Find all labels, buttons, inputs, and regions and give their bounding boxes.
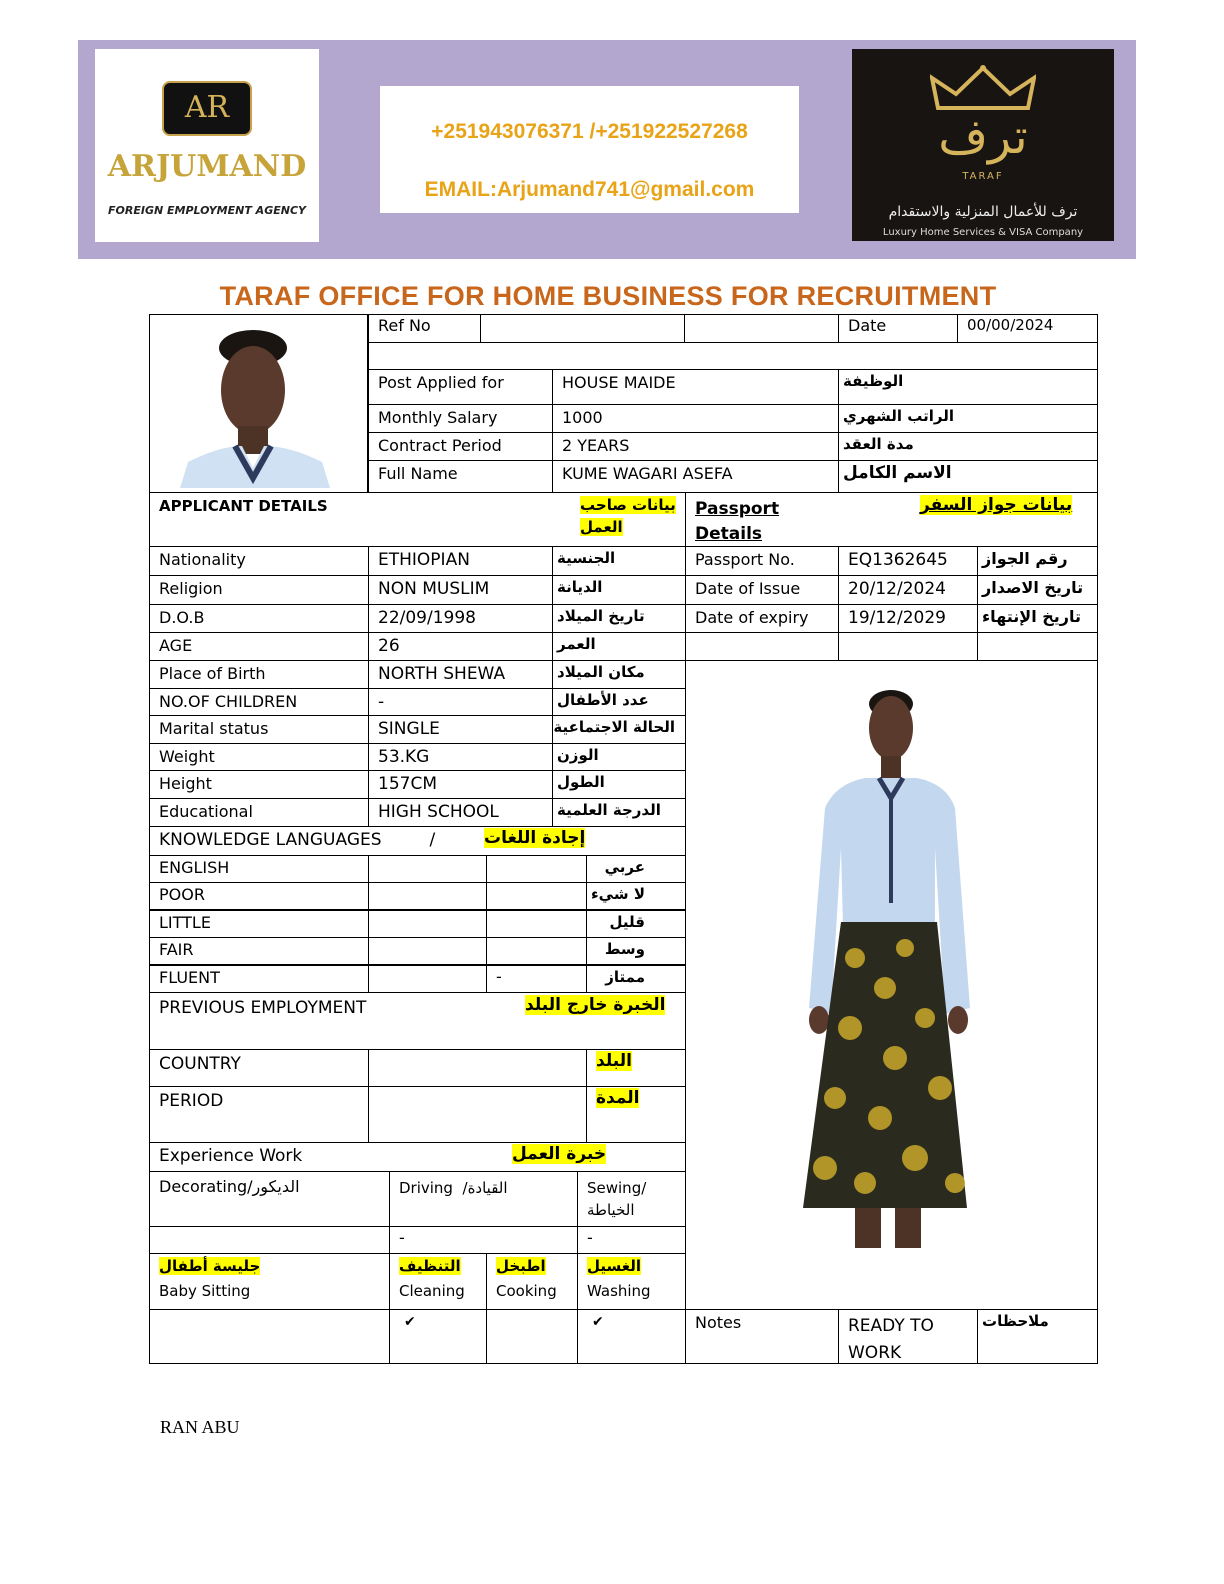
applicant-row-value: -	[368, 688, 553, 716]
applicant-row-arabic: الدرجة العلمية	[552, 798, 686, 827]
language-row-english	[368, 910, 487, 938]
passport-row-label: Date of expiry	[685, 604, 839, 633]
notes-arabic: ملاحظات	[977, 1309, 1098, 1364]
language-row-label: LITTLE	[149, 910, 369, 938]
language-row-arabic-level	[486, 882, 587, 910]
applicant-row-value: 22/09/1998	[368, 604, 553, 633]
passport-heading-arabic: بيانات جواز السفر	[920, 495, 1073, 515]
contract-arabic: مدة العقد	[838, 432, 1098, 461]
salary-value: 1000	[552, 404, 839, 433]
date-label: Date	[838, 314, 958, 343]
post-label: Post Applied for	[368, 369, 553, 405]
contract-label: Contract Period	[368, 432, 553, 461]
language-row-english	[368, 965, 487, 993]
period-label: PERIOD	[149, 1086, 369, 1143]
passport-empty-3	[977, 632, 1098, 661]
applicant-row-value: NON MUSLIM	[368, 575, 553, 605]
taraf-arabic-name: ترف للأعمال المنزلية والاستقدام	[888, 204, 1078, 220]
applicant-row-value: 26	[368, 632, 553, 661]
language-row-english	[368, 937, 487, 965]
page-title: TARAF OFFICE FOR HOME BUSINESS FOR RECRUITMENT	[219, 281, 997, 311]
baby-sitting-label: جليسة أطفال Baby Sitting	[149, 1253, 390, 1310]
language-row-arabic-level	[486, 937, 587, 965]
logo-tagline: FOREIGN EMPLOYMENT AGENCY	[108, 204, 306, 217]
applicant-row-value: HIGH SCHOOL	[368, 798, 553, 827]
period-arabic-cell: المدة	[586, 1086, 686, 1143]
applicant-row-arabic: الحالة الاجتماعية	[552, 715, 686, 744]
applicant-row-arabic: الديانة	[552, 575, 686, 605]
country-arabic-cell: البلد	[586, 1049, 686, 1087]
fullname-label: Full Name	[368, 460, 553, 493]
sewing-value: -	[577, 1226, 686, 1254]
language-row-label: POOR	[149, 882, 369, 910]
passport-row-value: EQ1362645	[838, 546, 978, 576]
applicant-row-arabic: عدد الأطفال	[552, 688, 686, 716]
ref-value-2	[684, 314, 839, 343]
post-value: HOUSE MAIDE	[552, 369, 839, 405]
applicant-portrait	[180, 328, 330, 488]
crown-icon	[930, 64, 1036, 114]
passport-empty-1	[685, 632, 839, 661]
language-row-label: ENGLISH	[149, 855, 369, 883]
applicant-row-value: NORTH SHEWA	[368, 660, 553, 689]
applicant-row-arabic: الطول	[552, 770, 686, 799]
notes-value: READY TO WORK	[838, 1309, 978, 1364]
passport-row-label: Passport No.	[685, 546, 839, 576]
applicant-row-value: SINGLE	[368, 715, 553, 744]
contact-box	[380, 86, 799, 213]
applicant-row-label: Weight	[149, 743, 369, 771]
taraf-logo	[852, 49, 1114, 241]
applicant-row-arabic: العمر	[552, 632, 686, 661]
taraf-latin-mark: TARAF	[962, 171, 1004, 182]
cooking-value	[486, 1309, 578, 1364]
applicant-row-value: 157CM	[368, 770, 553, 799]
applicant-row-label: AGE	[149, 632, 369, 661]
country-label: COUNTRY	[149, 1049, 369, 1087]
experience-heading-arabic: خبرة العمل	[512, 1144, 607, 1164]
fullname-value: KUME WAGARI ASEFA	[552, 460, 839, 493]
applicant-row-label: Height	[149, 770, 369, 799]
languages-heading-arabic: إجادة اللغات	[484, 828, 586, 848]
arjumand-logo	[95, 49, 319, 242]
baby-sitting-value	[149, 1309, 390, 1364]
email-address: EMAIL:Arjumand741@gmail.com	[424, 178, 755, 201]
passport-row-arabic: رقم الجواز	[977, 546, 1098, 576]
decorating-label: Decorating/الديكور	[149, 1171, 390, 1227]
applicant-heading-text: APPLICANT DETAILS	[159, 497, 328, 515]
taraf-arabic-mark: ترف	[938, 109, 1028, 165]
ref-label: Ref No	[368, 314, 481, 343]
washing-label: الغسيل Washing	[577, 1253, 686, 1310]
language-row-arabic-level	[486, 910, 587, 938]
applicant-row-label: D.O.B	[149, 604, 369, 633]
cleaning-check-icon: ✔	[389, 1309, 487, 1364]
experience-heading: Experience Work	[149, 1142, 686, 1172]
applicant-heading-arabic: بيانات صاحب العمل	[580, 496, 676, 536]
contract-value: 2 YEARS	[552, 432, 839, 461]
applicant-row-arabic: الوزن	[552, 743, 686, 771]
language-row-label: FAIR	[149, 937, 369, 965]
language-row-english	[368, 882, 487, 910]
passport-row-arabic: تاريخ الإنتهاء	[977, 604, 1098, 633]
country-value	[368, 1049, 587, 1087]
sewing-label: Sewing/ الخياطة	[577, 1171, 686, 1227]
driving-label: Driving /القيادة	[389, 1171, 578, 1227]
language-row-arabic-label: عربي	[586, 855, 686, 883]
language-row-arabic-label: ممتاز	[586, 965, 686, 993]
logo-name: ARJUMAND	[107, 149, 307, 184]
applicant-row-label: Marital status	[149, 715, 369, 744]
applicant-row-label: Educational	[149, 798, 369, 827]
date-value: 00/00/2024	[957, 314, 1098, 343]
language-row-label: FLUENT	[149, 965, 369, 993]
applicant-row-value: 53.KG	[368, 743, 553, 771]
applicant-row-label: Place of Birth	[149, 660, 369, 689]
passport-row-value: 20/12/2024	[838, 575, 978, 605]
passport-row-value: 19/12/2029	[838, 604, 978, 633]
applicant-row-label: Nationality	[149, 546, 369, 576]
notes-label: Notes	[685, 1309, 839, 1364]
salary-label: Monthly Salary	[368, 404, 553, 433]
passport-row-arabic: تاريخ الاصدار	[977, 575, 1098, 605]
applicant-row-arabic: مكان الميلاد	[552, 660, 686, 689]
applicant-full-photo	[795, 688, 975, 1260]
language-row-arabic-level: -	[486, 965, 587, 993]
period-value	[368, 1086, 587, 1143]
cleaning-label: التنظيف Cleaning	[389, 1253, 487, 1310]
decorating-value	[149, 1226, 390, 1254]
salary-arabic: الراتب الشهري	[838, 404, 1098, 433]
passport-row-label: Date of Issue	[685, 575, 839, 605]
applicant-row-arabic: الجنسية	[552, 546, 686, 576]
language-row-arabic-label: قليل	[586, 910, 686, 938]
language-row-arabic-label: وسط	[586, 937, 686, 965]
driving-value: -	[389, 1226, 578, 1254]
applicant-row-label: Religion	[149, 575, 369, 605]
language-row-arabic-label: لا شيء	[586, 882, 686, 910]
previous-heading-arabic: الخبرة خارج البلد	[525, 995, 666, 1015]
applicant-row-value: ETHIOPIAN	[368, 546, 553, 576]
applicant-row-label: NO.OF CHILDREN	[149, 688, 369, 716]
washing-check-icon: ✔	[577, 1309, 686, 1364]
footer-text: RAN ABU	[160, 1417, 240, 1437]
phone-numbers: +251943076371 /+251922527268	[431, 120, 748, 143]
applicant-row-arabic: تاريخ الميلاد	[552, 604, 686, 633]
ar-monogram-icon: AR	[162, 81, 252, 136]
cooking-label: اطبخل Cooking	[486, 1253, 578, 1310]
language-row-english	[368, 855, 487, 883]
previous-employment-heading: PREVIOUS EMPLOYMENT	[149, 992, 686, 1050]
post-arabic: الوظيفة	[838, 369, 1098, 405]
spacer-row	[368, 342, 1098, 370]
taraf-english-name: Luxury Home Services & VISA Company	[882, 227, 1084, 238]
language-row-arabic-level	[486, 855, 587, 883]
languages-heading: KNOWLEDGE LANGUAGES /	[149, 826, 686, 856]
fullname-arabic: الاسم الكامل	[838, 460, 1098, 493]
passport-empty-2	[838, 632, 978, 661]
passport-details-heading: Passport Details	[685, 492, 1098, 547]
ref-value	[480, 314, 685, 343]
